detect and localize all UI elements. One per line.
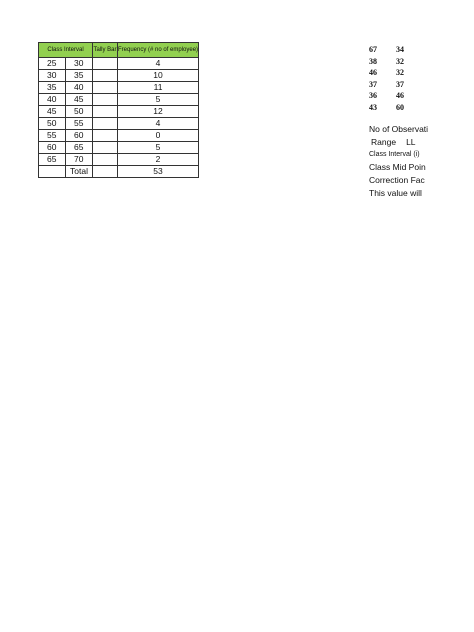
observation-value: 32 bbox=[396, 56, 404, 66]
observation-row bbox=[369, 90, 423, 102]
observation-value: 37 bbox=[369, 79, 377, 89]
table-row bbox=[39, 70, 199, 82]
total-row bbox=[39, 166, 199, 178]
note-correction-factor: Correction Fac bbox=[369, 175, 425, 186]
observation-row bbox=[369, 79, 423, 91]
tally-cell bbox=[93, 142, 118, 154]
note-no-of-observations: No of Observati bbox=[369, 124, 429, 134]
frequency-cell: 0 bbox=[118, 130, 199, 142]
total-label: Total bbox=[66, 166, 93, 178]
note-ll: LL bbox=[406, 136, 416, 147]
frequency-cell: 5 bbox=[118, 142, 199, 154]
table-row bbox=[39, 142, 199, 154]
observation-row bbox=[369, 44, 423, 56]
upper-limit-cell: 40 bbox=[66, 82, 93, 94]
lower-limit-cell: 25 bbox=[39, 58, 66, 70]
notes-panel bbox=[369, 123, 474, 200]
observation-row bbox=[369, 67, 423, 79]
observation-value: 32 bbox=[396, 68, 404, 77]
header-frequency: Frequency (# no of employee) bbox=[118, 43, 199, 58]
upper-limit-cell: 35 bbox=[66, 70, 93, 82]
note-range: Range bbox=[371, 136, 397, 147]
frequency-cell: 10 bbox=[118, 70, 199, 82]
table-row bbox=[39, 58, 199, 70]
lower-limit-cell: 65 bbox=[39, 154, 66, 166]
observation-row bbox=[369, 102, 423, 114]
table-row bbox=[39, 118, 199, 130]
observation-value: 67 bbox=[369, 45, 377, 54]
frequency-cell: 4 bbox=[118, 118, 199, 130]
tally-cell bbox=[93, 154, 118, 166]
header-tally-bar: Tally Bar bbox=[93, 43, 118, 58]
observation-value: 60 bbox=[396, 102, 404, 112]
lower-limit-cell: 55 bbox=[39, 130, 66, 142]
tally-cell bbox=[93, 94, 118, 106]
table-row bbox=[39, 130, 199, 142]
observation-value: 46 bbox=[369, 68, 377, 77]
table-row bbox=[39, 106, 199, 118]
table-row bbox=[39, 82, 199, 94]
frequency-cell: 11 bbox=[118, 82, 199, 94]
lower-limit-cell: 50 bbox=[39, 118, 66, 130]
frequency-cell: 4 bbox=[118, 58, 199, 70]
upper-limit-cell: 65 bbox=[66, 142, 93, 154]
observation-list bbox=[369, 44, 423, 113]
lower-limit-cell: 45 bbox=[39, 106, 66, 118]
upper-limit-cell: 45 bbox=[66, 94, 93, 106]
tally-cell bbox=[93, 166, 118, 178]
tally-cell bbox=[93, 118, 118, 130]
frequency-cell: 12 bbox=[118, 106, 199, 118]
observation-value: 36 bbox=[369, 91, 377, 100]
table-row bbox=[39, 94, 199, 106]
frequency-table bbox=[38, 42, 199, 178]
observation-row bbox=[369, 56, 423, 68]
tally-cell bbox=[93, 82, 118, 94]
lower-limit-cell: 30 bbox=[39, 70, 66, 82]
table-row bbox=[39, 154, 199, 166]
upper-limit-cell: 50 bbox=[66, 106, 93, 118]
observation-value: 37 bbox=[396, 79, 404, 89]
lower-limit-cell: 60 bbox=[39, 142, 66, 154]
frequency-cell: 2 bbox=[118, 154, 199, 166]
empty-cell bbox=[39, 166, 66, 178]
upper-limit-cell: 70 bbox=[66, 154, 93, 166]
note-class-interval: Class Interval (i) bbox=[369, 150, 420, 158]
observation-value: 34 bbox=[396, 45, 404, 54]
upper-limit-cell: 30 bbox=[66, 58, 93, 70]
lower-limit-cell: 35 bbox=[39, 82, 66, 94]
note-class-mid-point: Class Mid Poin bbox=[369, 162, 426, 173]
upper-limit-cell: 55 bbox=[66, 118, 93, 130]
table-header-row bbox=[39, 43, 199, 58]
observation-value: 38 bbox=[369, 56, 377, 66]
tally-cell bbox=[93, 58, 118, 70]
frequency-cell: 5 bbox=[118, 94, 199, 106]
note-range-row bbox=[369, 136, 474, 149]
header-class-interval: Class Interval bbox=[39, 43, 93, 58]
tally-cell bbox=[93, 70, 118, 82]
observation-value: 46 bbox=[396, 91, 404, 100]
total-value: 53 bbox=[118, 166, 199, 178]
tally-cell bbox=[93, 130, 118, 142]
observation-value: 43 bbox=[369, 102, 377, 112]
note-this-value: This value will bbox=[369, 187, 422, 198]
upper-limit-cell: 60 bbox=[66, 130, 93, 142]
lower-limit-cell: 40 bbox=[39, 94, 66, 106]
tally-cell bbox=[93, 106, 118, 118]
